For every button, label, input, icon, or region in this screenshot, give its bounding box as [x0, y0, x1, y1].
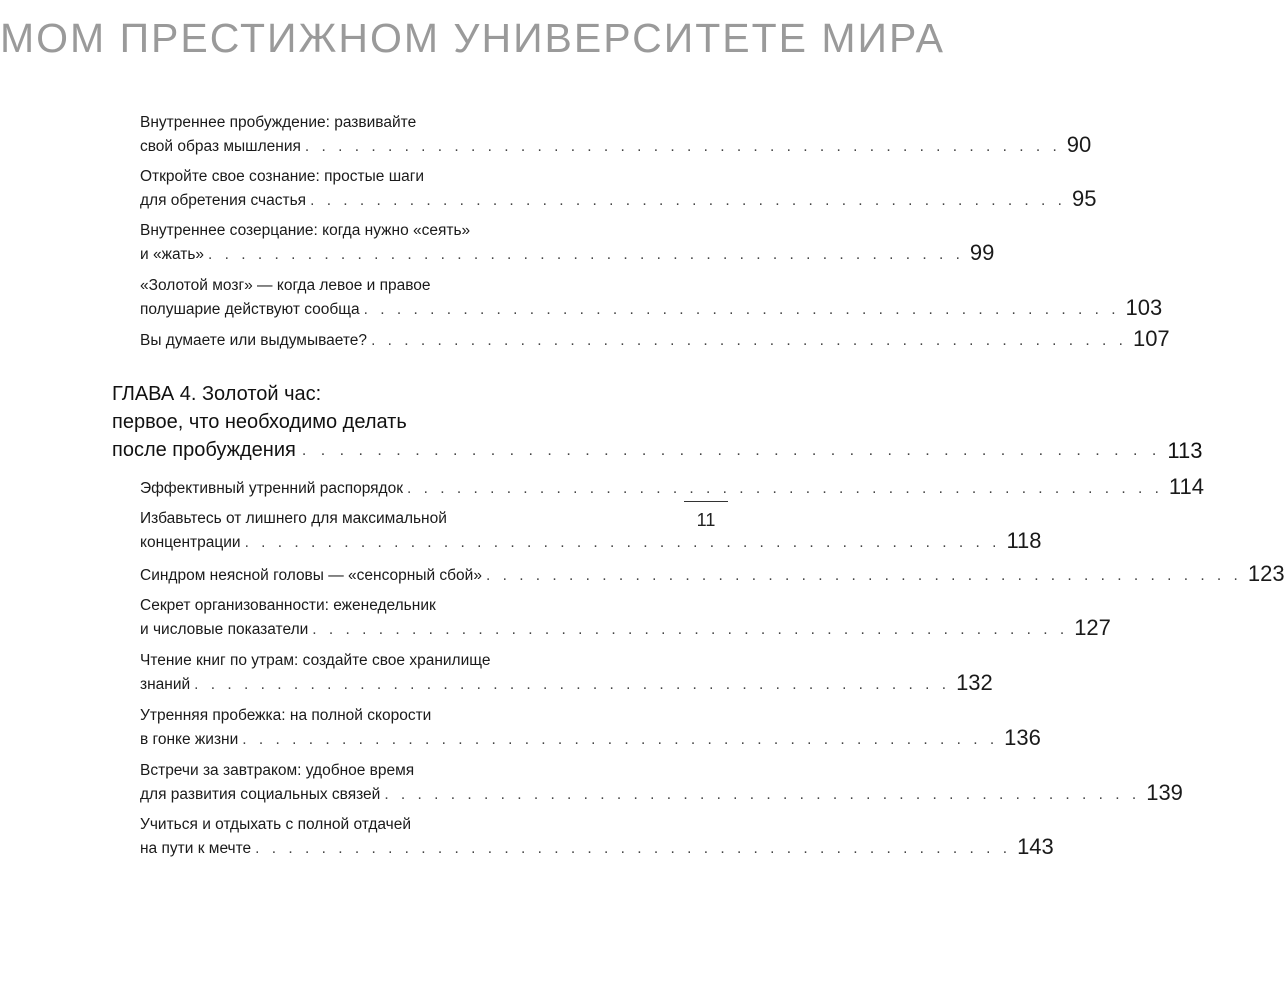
toc-entry-line: и числовые показатели: [140, 621, 309, 638]
toc-entry[interactable]: [140, 814, 1054, 859]
toc-entry-line: в гонке жизни: [140, 731, 239, 748]
toc-entry-line: на пути к мечте: [140, 840, 252, 857]
dot-leader: . . . . . . . . . . . . . . . . . . . . . . . . . . . . . . . . . . . . . . . . . . . . . .: [384, 786, 1141, 803]
dot-leader: . . . . . . . . . . . . . . . . . . . . . . . . . . . . . . . . . . . . . . . . . . . . . .: [407, 480, 1163, 497]
running-head: МОМ ПРЕСТИЖНОМ УНИВЕРСИТЕТЕ МИРА: [0, 15, 945, 61]
toc-entry-line: Секрет организованности: еженедельник: [140, 597, 436, 614]
folio-rule: [684, 501, 728, 502]
toc-entry-line: Внутреннее пробуждение: развивайте: [140, 114, 417, 131]
page-number: 95: [1071, 186, 1097, 211]
chapter-title-line: первое, что необходимо делать: [112, 411, 407, 433]
toc-entry-line: Избавьтесь от лишнего для максимальной: [140, 510, 447, 527]
toc-entry-line: для обретения счастья: [140, 192, 307, 209]
page-number: 113: [1167, 438, 1203, 463]
toc-entry-line: Утренняя пробежка: на полной скорости: [140, 707, 432, 724]
dot-leader: . . . . . . . . . . . . . . . . . . . . . . . . . . . . . . . . . . . . . . . . . . . . . .: [208, 246, 964, 263]
chapter-title-line: ГЛАВА 4. Золотой час:: [112, 383, 322, 405]
dot-leader: . . . . . . . . . . . . . . . . . . . . . . . . . . . . . . . . . . . . . . . . . . . . . .: [363, 301, 1120, 318]
toc-entry-line: полушарие действуют сообща: [140, 301, 360, 318]
toc-entry-line: Вы думаете или выдумываете?: [140, 332, 368, 349]
dot-leader: . . . . . . . . . . . . . . . . . . . . . . . . . . . . . . . . . . . . . . . . . . . . . .: [485, 567, 1242, 584]
dot-leader: . . . . . . . . . . . . . . . . . . . . . . . . . . . . . . . . . . . . . . . . . . . . . .: [255, 840, 1012, 857]
page-number: 118: [1006, 528, 1042, 553]
dot-leader: . . . . . . . . . . . . . . . . . . . . . . . . . . . . . . . . . . . . . . . . . . . . . .: [304, 138, 1061, 155]
dot-leader: . . . . . . . . . . . . . . . . . . . . . . . . . . . . . . . . . . . . . . . . . . . . . .: [194, 676, 951, 693]
page-number: 103: [1125, 295, 1163, 320]
chapter-title-line: после пробуждения: [112, 439, 296, 461]
dot-leader: . . . . . . . . . . . . . . . . . . . . . . . . . . . . . . . . . . . . . . . . . . . . . .: [301, 442, 1162, 459]
toc-entry-line: «Золотой мозг» — когда левое и правое: [140, 277, 431, 294]
dot-leader: . . . . . . . . . . . . . . . . . . . . . . . . . . . . . . . . . . . . . . . . . . . . . .: [242, 731, 999, 748]
page-number: 132: [956, 670, 993, 695]
toc-entry-line: Чтение книг по утрам: создайте свое хранилище: [140, 652, 491, 669]
toc-entry[interactable]: [140, 326, 1170, 351]
page-number: 90: [1066, 132, 1092, 157]
page-number: 99: [969, 240, 995, 265]
toc-entry-line: свой образ мышления: [140, 138, 301, 155]
toc-entry-line: концентрации: [140, 534, 241, 551]
toc-entry[interactable]: [140, 595, 1111, 640]
toc-entry[interactable]: [140, 760, 1183, 805]
toc-entry[interactable]: [140, 166, 1097, 211]
toc-entry-line: Внутреннее созерцание: когда нужно «сеять»: [140, 222, 471, 239]
toc-entry-line: Откройте свое сознание: простые шаги: [140, 168, 425, 185]
page-number: 107: [1132, 326, 1170, 351]
page-number: 123: [1247, 561, 1285, 586]
toc-entry[interactable]: [140, 508, 1042, 553]
toc-entry[interactable]: [140, 474, 1204, 499]
toc-entry[interactable]: [140, 275, 1163, 320]
toc-entry[interactable]: [140, 650, 993, 695]
toc-entry-line: Учиться и отдыхать с полной отдачей: [140, 816, 412, 833]
toc-entry[interactable]: [140, 112, 1092, 157]
toc-entry-line: знаний: [140, 676, 191, 693]
toc-entry-line: Синдром неясной головы — «сенсорный сбой»: [140, 567, 482, 584]
page-number: 114: [1168, 474, 1204, 499]
dot-leader: . . . . . . . . . . . . . . . . . . . . . . . . . . . . . . . . . . . . . . . . . . . . . .: [371, 332, 1127, 349]
toc-entry-line: Встречи за завтраком: удобное время: [140, 762, 415, 779]
toc-entry[interactable]: [140, 220, 995, 265]
toc-entry-line: Эффективный утренний распорядок: [140, 480, 404, 497]
chapter-heading[interactable]: [112, 380, 1203, 464]
dot-leader: . . . . . . . . . . . . . . . . . . . . . . . . . . . . . . . . . . . . . . . . . . . . . .: [310, 192, 1066, 209]
toc-entry-line: и «жать»: [140, 246, 205, 263]
page-number: 127: [1074, 615, 1111, 640]
toc-entry[interactable]: [140, 561, 1285, 586]
dot-leader: . . . . . . . . . . . . . . . . . . . . . . . . . . . . . . . . . . . . . . . . . . . . . .: [244, 534, 1001, 551]
page-number: 136: [1004, 725, 1041, 750]
page-number: 139: [1146, 780, 1183, 805]
toc-entry-line: для развития социальных связей: [140, 786, 381, 803]
toc-entry[interactable]: [140, 705, 1041, 750]
page-number: 143: [1017, 834, 1054, 859]
dot-leader: . . . . . . . . . . . . . . . . . . . . . . . . . . . . . . . . . . . . . . . . . . . . . .: [312, 621, 1069, 638]
folio-page-number: 11: [696, 510, 716, 530]
